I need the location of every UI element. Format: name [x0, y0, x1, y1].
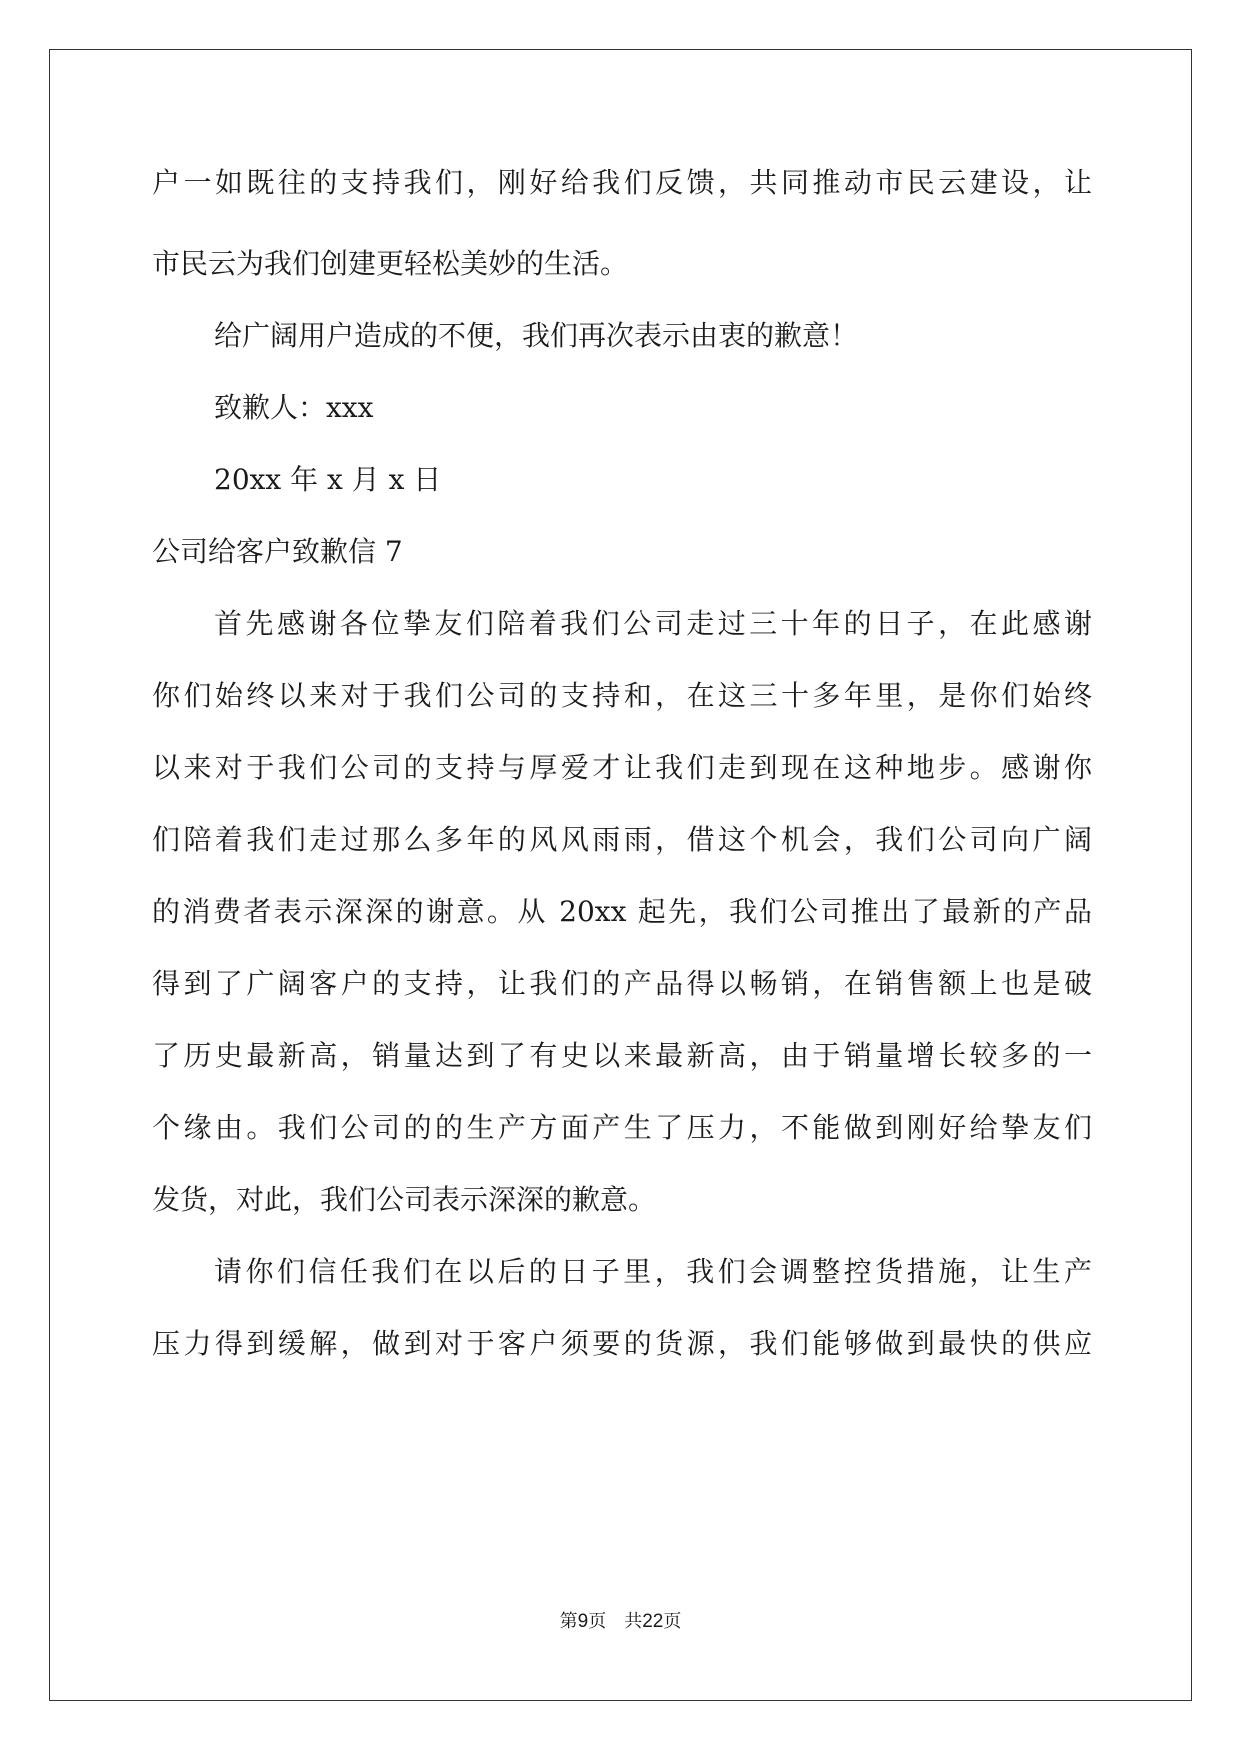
text-line: 们陪着我们走过那么多年的风风雨雨，借这个机会，我们公司向广阔 — [152, 823, 1092, 856]
page-border — [49, 49, 1192, 1701]
text-line: 给广阔用户造成的不便，我们再次表示由衷的歉意！ — [214, 319, 859, 352]
date-line: 20xx 年 x 月 x 日 — [214, 463, 442, 496]
footer-suffix: 页 — [663, 1611, 682, 1632]
text-line: 户一如既往的支持我们，刚好给我们反馈，共同推动市民云建设，让 — [152, 166, 1092, 199]
text-line: 首先感谢各位挚友们陪着我们公司走过三十年的日子，在此感谢 — [214, 607, 1092, 640]
footer-middle: 页 共 — [588, 1611, 643, 1632]
text-line: 发货，对此，我们公司表示深深的歉意。 — [152, 1183, 657, 1216]
section-heading: 公司给客户致歉信 7 — [152, 535, 403, 568]
footer-page-number: 9 — [577, 1611, 589, 1632]
footer-prefix: 第 — [559, 1611, 578, 1632]
footer-total-pages: 22 — [642, 1611, 664, 1632]
text-line: 了历史最新高，销量达到了有史以来最新高，由于销量增长较多的一 — [152, 1039, 1092, 1072]
text-line: 个缘由。我们公司的的生产方面产生了压力，不能做到刚好给挚友们 — [152, 1111, 1092, 1144]
text-line: 压力得到缓解，做到对于客户须要的货源，我们能够做到最快的供应 — [152, 1327, 1092, 1360]
text-line: 请你们信任我们在以后的日子里，我们会调整控货措施，让生产 — [214, 1255, 1092, 1288]
text-line: 市民云为我们创建更轻松美妙的生活。 — [152, 247, 629, 280]
signature-line: 致歉人：xxx — [214, 391, 374, 424]
text-line: 的消费者表示深深的谢意。从 20xx 起先，我们公司推出了最新的产品 — [152, 895, 1092, 928]
page-footer — [0, 1607, 1241, 1633]
text-line: 你们始终以来对于我们公司的支持和，在这三十多年里，是你们始终 — [152, 679, 1092, 712]
text-line: 以来对于我们公司的支持与厚爱才让我们走到现在这种地步。感谢你 — [152, 751, 1092, 784]
text-line: 得到了广阔客户的支持，让我们的产品得以畅销，在销售额上也是破 — [152, 967, 1092, 1000]
